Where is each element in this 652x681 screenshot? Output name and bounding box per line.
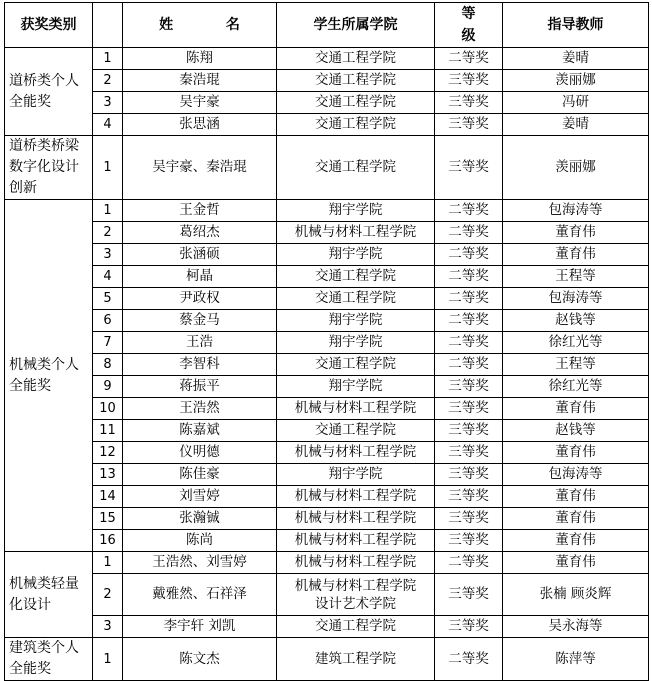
student-name: 陈佳豪: [123, 464, 277, 486]
table-row: [5, 508, 649, 530]
award-grade: 三等奖: [435, 398, 503, 420]
advisor-teacher: 董育伟: [503, 486, 649, 508]
student-college: [277, 574, 435, 616]
row-index: 1: [93, 48, 123, 70]
student-name: 尹政权: [123, 288, 277, 310]
table-row: [5, 552, 649, 574]
advisor-teacher: 包海涛等: [503, 288, 649, 310]
student-name: 王浩然: [123, 398, 277, 420]
student-college-line: 机械与材料工程学院: [294, 577, 417, 594]
row-index: 2: [93, 574, 123, 616]
student-name: 王金哲: [123, 200, 277, 222]
advisor-teacher: 冯研: [503, 92, 649, 114]
row-index: 8: [93, 354, 123, 376]
table-row: [5, 136, 649, 200]
student-college: 机械与材料工程学院: [277, 442, 435, 464]
award-table: [4, 2, 649, 681]
advisor-teacher: 徐红光等: [503, 376, 649, 398]
student-college: 机械与材料工程学院: [277, 222, 435, 244]
advisor-teacher: 姜晴: [503, 48, 649, 70]
award-grade: 二等奖: [435, 200, 503, 222]
table-row: [5, 310, 649, 332]
student-college: 机械与材料工程学院: [277, 552, 435, 574]
student-college: 翔宇学院: [277, 244, 435, 266]
advisor-teacher: 姜晴: [503, 114, 649, 136]
student-college: 交通工程学院: [277, 70, 435, 92]
header-index: [93, 3, 123, 48]
student-college: 翔宇学院: [277, 376, 435, 398]
student-name: 张思涵: [123, 114, 277, 136]
advisor-teacher: 王程等: [503, 354, 649, 376]
award-grade: 三等奖: [435, 70, 503, 92]
student-name: 张涵硕: [123, 244, 277, 266]
student-college: 交通工程学院: [277, 354, 435, 376]
row-index: 11: [93, 420, 123, 442]
award-grade: 二等奖: [435, 222, 503, 244]
award-grade: 三等奖: [435, 376, 503, 398]
table-row: [5, 530, 649, 552]
table-row: [5, 398, 649, 420]
row-index: 3: [93, 244, 123, 266]
table-row: [5, 70, 649, 92]
student-name: 陈尚: [123, 530, 277, 552]
student-name: 蔡金马: [123, 310, 277, 332]
student-name: 王浩然、刘雪婷: [123, 552, 277, 574]
student-college: 翔宇学院: [277, 200, 435, 222]
award-grade: 二等奖: [435, 310, 503, 332]
student-name: 吴宇豪、秦浩琨: [123, 136, 277, 200]
student-name: 李宇轩 刘凯: [123, 616, 277, 638]
student-name: 王浩: [123, 332, 277, 354]
student-college: 交通工程学院: [277, 420, 435, 442]
student-college: 交通工程学院: [277, 92, 435, 114]
award-grade: 二等奖: [435, 332, 503, 354]
advisor-teacher: 董育伟: [503, 530, 649, 552]
advisor-teacher: 包海涛等: [503, 200, 649, 222]
advisor-teacher: 包海涛等: [503, 464, 649, 486]
advisor-teacher: 董育伟: [503, 244, 649, 266]
student-college: 交通工程学院: [277, 48, 435, 70]
student-college: 机械与材料工程学院: [277, 398, 435, 420]
advisor-teacher: 张楠 顾炎辉: [503, 574, 649, 616]
award-grade: 三等奖: [435, 508, 503, 530]
student-college: 机械与材料工程学院: [277, 508, 435, 530]
award-grade: 二等奖: [435, 288, 503, 310]
table-row: [5, 354, 649, 376]
row-index: 16: [93, 530, 123, 552]
advisor-teacher: 羡丽娜: [503, 70, 649, 92]
row-index: 2: [93, 222, 123, 244]
row-index: 6: [93, 310, 123, 332]
award-category: 建筑类个人全能奖: [5, 638, 93, 681]
award-grade: 二等奖: [435, 244, 503, 266]
header-grade: 等 级: [435, 3, 503, 48]
student-college-line: 设计艺术学院: [315, 595, 396, 612]
award-grade: 二等奖: [435, 266, 503, 288]
student-name: 张瀚铖: [123, 508, 277, 530]
row-index: 5: [93, 288, 123, 310]
row-index: 3: [93, 92, 123, 114]
advisor-teacher: 陈萍等: [503, 638, 649, 681]
award-grade: 二等奖: [435, 638, 503, 681]
student-college: 机械与材料工程学院: [277, 530, 435, 552]
row-index: 14: [93, 486, 123, 508]
header-row: [5, 3, 649, 48]
award-grade: 三等奖: [435, 464, 503, 486]
row-index: 13: [93, 464, 123, 486]
advisor-teacher: 董育伟: [503, 442, 649, 464]
advisor-teacher: 董育伟: [503, 222, 649, 244]
table-row: [5, 486, 649, 508]
row-index: 1: [93, 200, 123, 222]
advisor-teacher: 董育伟: [503, 398, 649, 420]
table-row: [5, 420, 649, 442]
table-row: [5, 200, 649, 222]
row-index: 15: [93, 508, 123, 530]
advisor-teacher: 吴永海等: [503, 616, 649, 638]
advisor-teacher: 王程等: [503, 266, 649, 288]
award-category: 机械类个人全能奖: [5, 200, 93, 552]
advisor-teacher: 赵钱等: [503, 420, 649, 442]
row-index: 1: [93, 136, 123, 200]
table-row: [5, 288, 649, 310]
table-row: [5, 114, 649, 136]
row-index: 1: [93, 552, 123, 574]
student-college: 翔宇学院: [277, 332, 435, 354]
student-name: 仪明德: [123, 442, 277, 464]
student-name: 刘雪婷: [123, 486, 277, 508]
row-index: 9: [93, 376, 123, 398]
student-college: 交通工程学院: [277, 266, 435, 288]
student-name: 李智科: [123, 354, 277, 376]
award-grade: 二等奖: [435, 354, 503, 376]
student-name: 柯晶: [123, 266, 277, 288]
award-grade: 三等奖: [435, 92, 503, 114]
award-grade: 三等奖: [435, 420, 503, 442]
award-grade: 三等奖: [435, 114, 503, 136]
table-row: [5, 266, 649, 288]
award-category: 机械类轻量化设计: [5, 552, 93, 638]
award-table-sheet: [4, 2, 648, 681]
student-name: 吴宇豪: [123, 92, 277, 114]
header-college: 学生所属学院: [277, 3, 435, 48]
student-college: 交通工程学院: [277, 616, 435, 638]
award-grade: 三等奖: [435, 136, 503, 200]
student-name: 戴雅然、石祥泽: [123, 574, 277, 616]
header-category: 获奖类别: [5, 3, 93, 48]
student-name: 蒋振平: [123, 376, 277, 398]
table-row: [5, 464, 649, 486]
table-row: [5, 574, 649, 616]
advisor-teacher: 赵钱等: [503, 310, 649, 332]
award-category: 道桥类个人全能奖: [5, 48, 93, 136]
row-index: 10: [93, 398, 123, 420]
table-row: [5, 442, 649, 464]
award-grade: 三等奖: [435, 486, 503, 508]
student-college: 翔宇学院: [277, 464, 435, 486]
award-table-body: [5, 48, 649, 681]
row-index: 3: [93, 616, 123, 638]
table-row: [5, 638, 649, 681]
advisor-teacher: 徐红光等: [503, 332, 649, 354]
table-row: [5, 92, 649, 114]
award-grade: 三等奖: [435, 530, 503, 552]
student-name: 秦浩琨: [123, 70, 277, 92]
student-college: 交通工程学院: [277, 136, 435, 200]
student-name: 葛绍杰: [123, 222, 277, 244]
student-name: 陈文杰: [123, 638, 277, 681]
row-index: 1: [93, 638, 123, 681]
row-index: 4: [93, 266, 123, 288]
award-grade: 三等奖: [435, 616, 503, 638]
award-grade: 三等奖: [435, 574, 503, 616]
table-row: [5, 332, 649, 354]
student-college: 翔宇学院: [277, 310, 435, 332]
table-row: [5, 222, 649, 244]
student-college: 建筑工程学院: [277, 638, 435, 681]
advisor-teacher: 董育伟: [503, 508, 649, 530]
table-row: [5, 616, 649, 638]
table-row: [5, 376, 649, 398]
row-index: 2: [93, 70, 123, 92]
student-college: 交通工程学院: [277, 114, 435, 136]
award-category: 道桥类桥梁数字化设计创新: [5, 136, 93, 200]
header-name: 姓 名: [123, 3, 277, 48]
header-teacher: 指导教师: [503, 3, 649, 48]
student-college: 机械与材料工程学院: [277, 486, 435, 508]
award-grade: 三等奖: [435, 442, 503, 464]
advisor-teacher: 羡丽娜: [503, 136, 649, 200]
row-index: 7: [93, 332, 123, 354]
student-name: 陈翔: [123, 48, 277, 70]
table-row: [5, 48, 649, 70]
table-row: [5, 244, 649, 266]
advisor-teacher: 董育伟: [503, 552, 649, 574]
row-index: 12: [93, 442, 123, 464]
award-grade: 二等奖: [435, 552, 503, 574]
row-index: 4: [93, 114, 123, 136]
student-name: 陈嘉斌: [123, 420, 277, 442]
student-college: 交通工程学院: [277, 288, 435, 310]
award-grade: 二等奖: [435, 48, 503, 70]
